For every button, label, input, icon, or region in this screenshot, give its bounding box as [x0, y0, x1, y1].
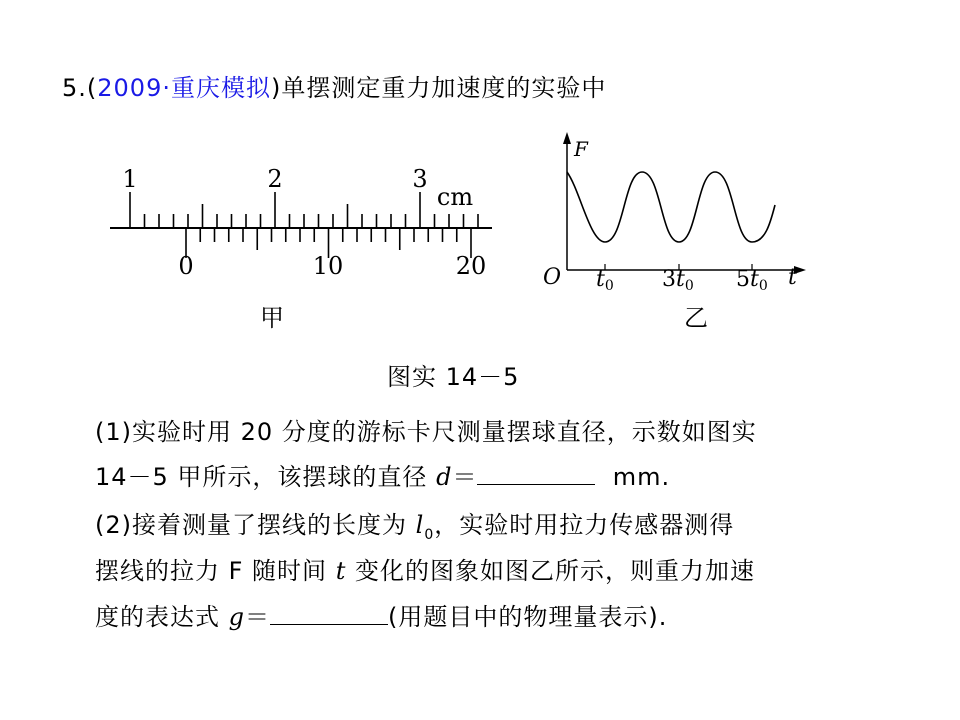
figure-b-label: 乙 [684, 304, 708, 332]
main-scale-number-3: 3 [412, 165, 428, 193]
caliper-ticks [130, 192, 478, 258]
question-title: )单摆测定重力加速度的实验中 [270, 74, 607, 102]
q2-line-1-text-a: (2)接着测量了摆线的长度为 [95, 511, 416, 539]
tick-label-3t0: 3t0 [662, 267, 694, 294]
question-number: 5.( [62, 74, 98, 102]
q1-line-1: (1)实验时用 20 分度的游标卡尺测量摆球直径，示数如图实 [95, 418, 757, 446]
q2-line-1-text-b: ，实验时用拉力传感器测得 [434, 511, 735, 539]
main-scale-unit: cm [436, 183, 474, 211]
vernier-number-0: 0 [178, 252, 194, 280]
vernier-caliper-figure [100, 160, 500, 290]
force-curve [567, 172, 775, 242]
q2-line-2-text-a: 摆线的拉力 F 随时间 [95, 557, 336, 585]
q2-line-2 [95, 556, 755, 586]
question-source: 2009·重庆模拟 [97, 74, 271, 102]
q2-line-3 [95, 602, 667, 632]
figure-caption: 图实 14－5 [387, 363, 520, 391]
vernier-number-10: 10 [312, 252, 344, 280]
gravity-answer-blank[interactable] [270, 602, 388, 625]
tick-label-t0: t0 [596, 267, 614, 294]
q1-line-2 [95, 462, 670, 492]
equals-sign: ＝ [452, 463, 478, 491]
diameter-answer-blank[interactable] [477, 462, 595, 485]
diameter-variable: d [436, 463, 453, 491]
y-axis-arrow [563, 132, 571, 144]
origin-label: O [543, 265, 562, 290]
y-axis-label: F [574, 137, 588, 161]
q2-line-1 [95, 510, 734, 550]
diameter-unit: mm. [612, 463, 671, 491]
q1-line-2-text: 14－5 甲所示，该摆球的直径 [95, 463, 437, 491]
question-header [62, 73, 606, 103]
main-scale-number-2: 2 [267, 165, 283, 193]
main-scale-number-1: 1 [122, 165, 138, 193]
x-axis-label: t [788, 265, 797, 290]
length-variable: l [415, 511, 425, 539]
vernier-number-20: 20 [455, 252, 487, 280]
tick-label-5t0: 5t0 [736, 267, 768, 294]
gravity-variable: g [228, 603, 246, 631]
figure-a-label: 甲 [260, 304, 284, 332]
q2-line-3-text-a: 度的表达式 [95, 603, 229, 631]
length-variable-subscript: 0 [424, 526, 435, 543]
equals-sign-2: ＝ [245, 603, 271, 631]
q2-line-3-text-b: (用题目中的物理量表示). [388, 603, 668, 631]
force-time-graph [530, 130, 810, 300]
q2-line-2-text-b: 变化的图象如图乙所示，则重力加速 [346, 557, 755, 585]
time-variable: t [335, 557, 347, 585]
